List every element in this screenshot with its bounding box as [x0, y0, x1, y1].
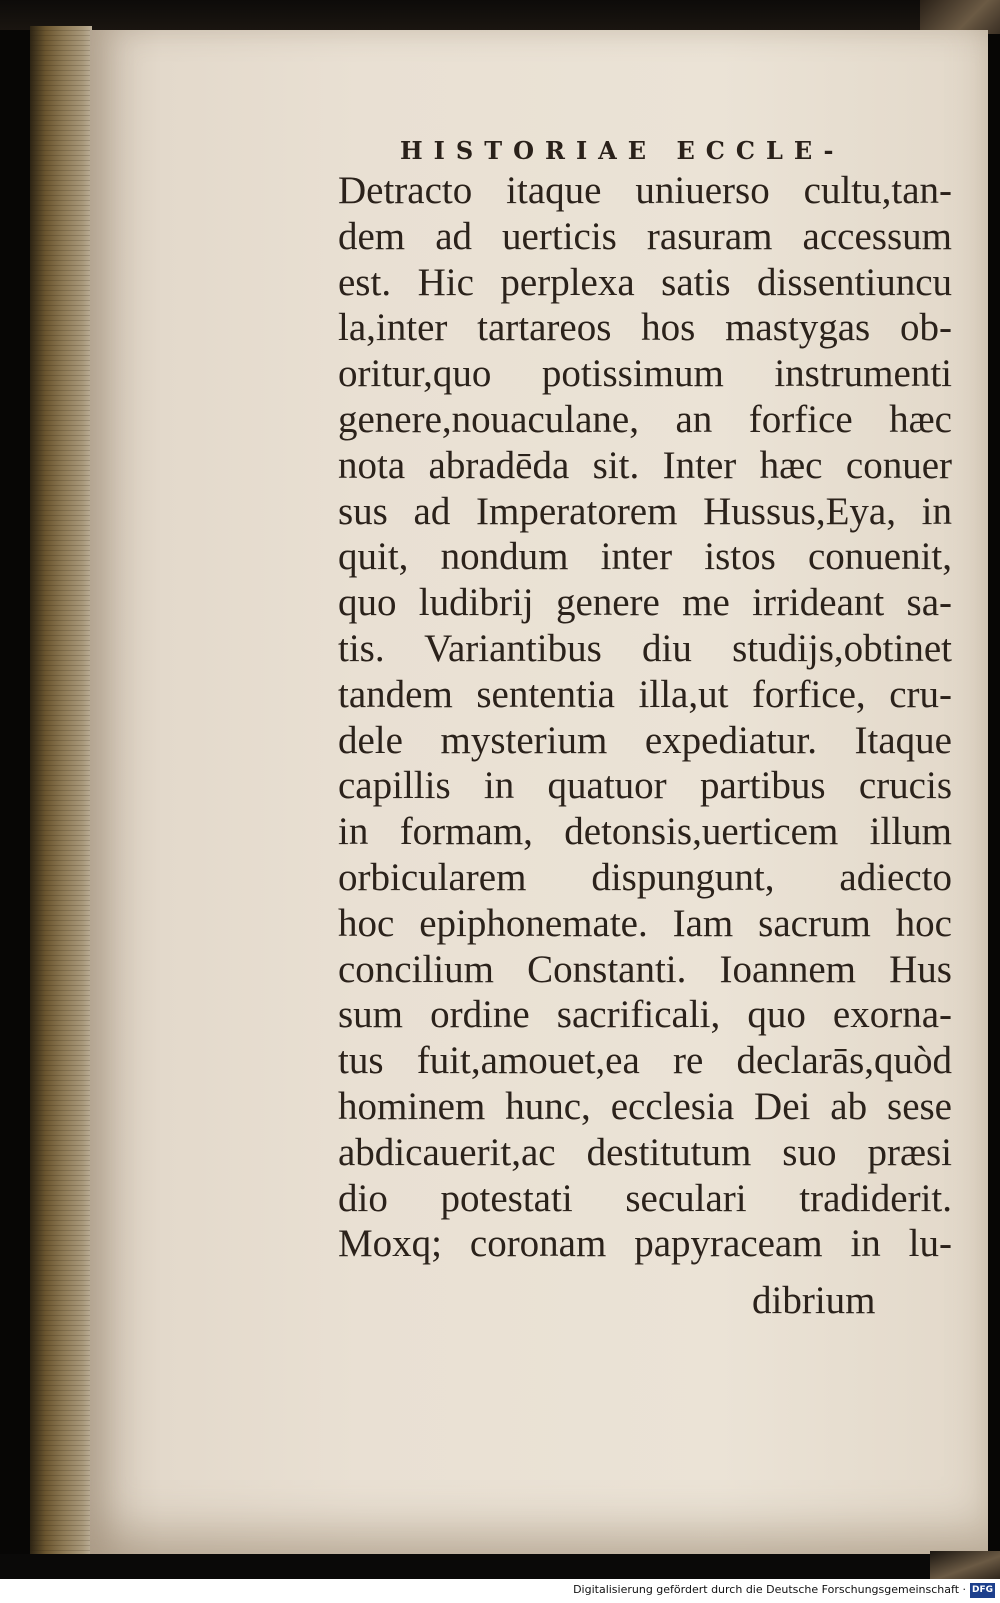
text-line: quo ludibrij genere me irrideant sa-	[338, 581, 952, 625]
text-line: sum ordine sacrificali, quo exorna-	[338, 993, 952, 1037]
text-line: hominem hunc, ecclesia Dei ab sese	[338, 1084, 952, 1128]
catchword: dibrium	[752, 1279, 876, 1322]
text-line: nota abradēda sit. Inter hæc conuer	[338, 443, 952, 487]
running-head: HISTORIAE ECCLE-	[400, 136, 845, 165]
text-line: la,inter tartareos hos mastygas ob-	[338, 306, 952, 350]
text-line: in formam, detonsis,uerticem illum	[338, 810, 952, 854]
body-text	[338, 168, 952, 1267]
text-line: tandem sententia illa,ut forfice, cru-	[338, 672, 952, 716]
text-line: capillis in quatuor partibus crucis	[338, 764, 952, 808]
text-line: dio potestati seculari tradiderit.	[338, 1176, 952, 1220]
attribution-text: Digitalisierung gefördert durch die Deutsche Forschungsgemeinschaft ·	[573, 1583, 966, 1596]
text-line: abdicauerit,ac destitutum suo præsi	[338, 1130, 952, 1174]
text-line: hoc epiphonemate. Iam sacrum hoc	[338, 901, 952, 945]
text-line: genere,nouaculane, an forfice hæc	[338, 397, 952, 441]
text-line: tus fuit,amouet,ea re declarās,quòd	[338, 1039, 952, 1083]
text-line: sus ad Imperatorem Hussus,Eya, in	[338, 489, 952, 533]
text-line: orbicularem dispungunt, adiecto	[338, 855, 952, 899]
text-line: est. Hic perplexa satis dissentiuncu	[338, 260, 952, 304]
scan-top-edge	[0, 0, 1000, 30]
text-line: tis. Variantibus diu studijs,obtinet	[338, 626, 952, 670]
text-line: Moxq; coronam papyraceam in lu-	[338, 1222, 952, 1266]
book-corner-bottom	[930, 1551, 1000, 1581]
text-line: dem ad uerticis rasuram accessum	[338, 214, 952, 258]
text-line: quit, nondum inter istos conuenit,	[338, 535, 952, 579]
attribution-bar	[0, 1579, 1000, 1603]
book-page-edges	[30, 26, 92, 1556]
dfg-logo-icon: DFG	[970, 1583, 995, 1598]
text-line: dele mysterium expediatur. Itaque	[338, 718, 952, 762]
text-line: Detracto itaque uniuerso cultu,tan-	[338, 169, 952, 212]
book-corner-top	[920, 0, 1000, 34]
text-line: concilium Constanti. Ioannem Hus	[338, 947, 952, 991]
text-line: oritur,quo potissimum instrumenti	[338, 352, 952, 396]
